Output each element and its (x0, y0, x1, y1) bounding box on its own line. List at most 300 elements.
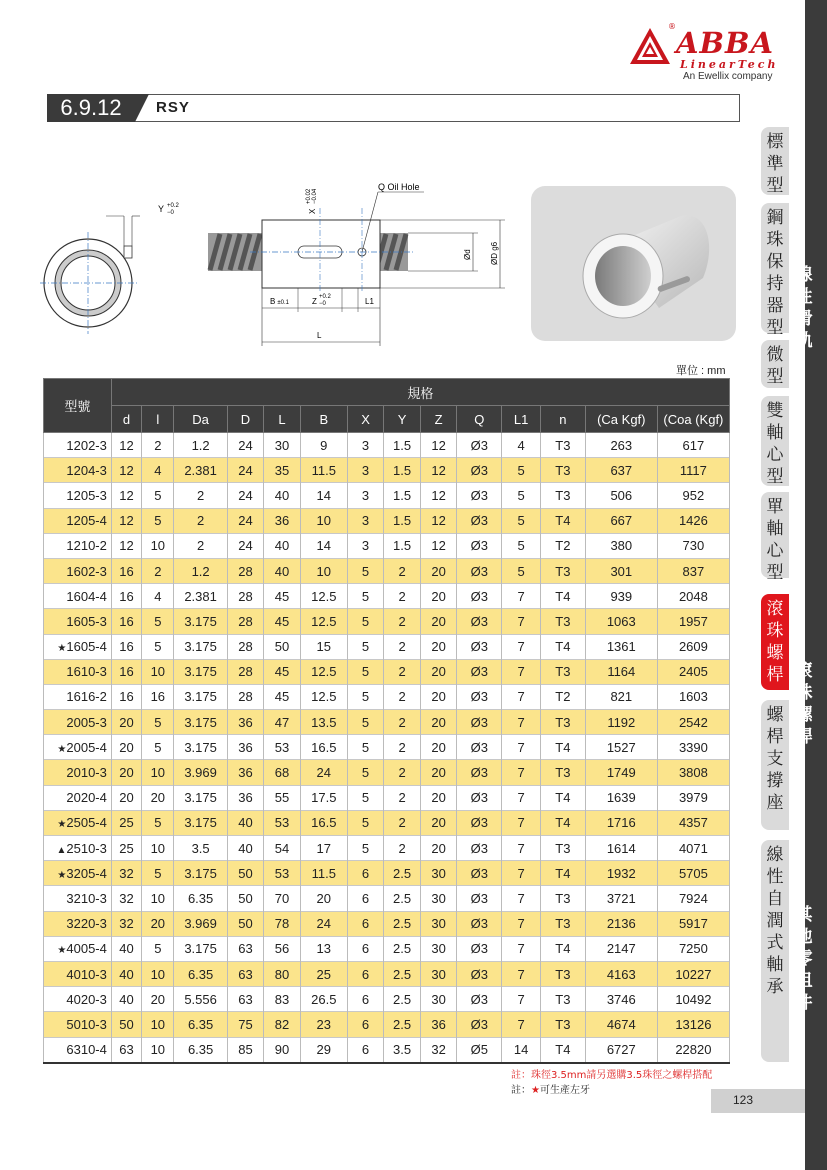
model-cell (44, 861, 112, 886)
spec-cell: 5 (142, 483, 174, 508)
spec-cell: 28 (227, 659, 264, 684)
spec-cell: 53 (264, 810, 301, 835)
table-row (44, 961, 730, 986)
spec-cell: 1.2 (174, 558, 227, 583)
spec-cell: 1.5 (384, 483, 421, 508)
spec-cell: 6 (347, 861, 384, 886)
table-row (44, 533, 730, 558)
sidebar-category-char: 他 (795, 927, 813, 947)
spec-cell: 20 (420, 735, 457, 760)
model-cell (44, 609, 112, 634)
model-number: 1610-3 (66, 664, 107, 680)
sidebar-tab-char: 型 (766, 176, 784, 196)
model-number: 1204-3 (66, 462, 107, 478)
spec-cell: 2 (384, 760, 421, 785)
sidebar-category-char: 性 (795, 287, 813, 307)
spec-cell: 3.175 (174, 735, 227, 760)
spec-cell: Ø3 (457, 684, 502, 709)
model-number: 5010-3 (66, 1016, 107, 1032)
spec-cell: 2 (384, 710, 421, 735)
spec-cell: 2 (142, 433, 174, 458)
spec-cell: 6.35 (174, 1037, 227, 1063)
sidebar-tab-char: 螺 (766, 705, 784, 725)
spec-cell: 63 (227, 987, 264, 1012)
spec-cell: 5 (347, 810, 384, 835)
spec-cell: 5 (347, 785, 384, 810)
spec-cell: 85 (227, 1037, 264, 1063)
spec-cell: 12 (111, 433, 141, 458)
model-cell (44, 533, 112, 558)
spec-cell: 36 (227, 735, 264, 760)
spec-cell: 2.5 (384, 861, 421, 886)
spec-cell: Ø3 (457, 936, 502, 961)
spec-cell: 3 (347, 533, 384, 558)
spec-cell: 2 (174, 483, 227, 508)
spec-cell: 2 (384, 684, 421, 709)
model-cell (44, 558, 112, 583)
spec-cell: 50 (227, 886, 264, 911)
spec-cell: 3721 (585, 886, 657, 911)
spec-cell: 2 (142, 558, 174, 583)
spec-cell: 10 (142, 760, 174, 785)
page-number: 123 (733, 1093, 754, 1107)
model-number: 4005-4 (66, 941, 107, 957)
spec-cell: Ø3 (457, 483, 502, 508)
table-row (44, 836, 730, 861)
spec-cell: 952 (657, 483, 729, 508)
spec-cell: 5 (347, 659, 384, 684)
spec-cell: 5 (142, 735, 174, 760)
spec-cell: 20 (142, 911, 174, 936)
column-header: (Coa (Kgf) (657, 406, 729, 433)
spec-cell: 3 (347, 483, 384, 508)
column-header: d (111, 406, 141, 433)
spec-cell: 5 (142, 508, 174, 533)
spec-cell: T3 (540, 961, 585, 986)
spec-cell: 2147 (585, 936, 657, 961)
spec-cell: 2.381 (174, 458, 227, 483)
spec-cell: 28 (227, 634, 264, 659)
spec-cell: 10 (142, 659, 174, 684)
spec-cell: 3.175 (174, 609, 227, 634)
model-mark: ★ (57, 945, 67, 957)
spec-cell: 5 (347, 609, 384, 634)
spec-cell: 24 (227, 533, 264, 558)
technical-drawing (40, 180, 520, 355)
spec-cell: 5 (502, 508, 541, 533)
model-cell (44, 508, 112, 533)
spec-cell: Ø3 (457, 659, 502, 684)
spec-cell: 25 (111, 810, 141, 835)
spec-cell: T3 (540, 609, 585, 634)
spec-cell: 821 (585, 684, 657, 709)
spec-cell: 837 (657, 558, 729, 583)
spec-cell: 10492 (657, 987, 729, 1012)
spec-cell: 45 (264, 659, 301, 684)
spec-cell: 506 (585, 483, 657, 508)
spec-cell: 56 (264, 936, 301, 961)
spec-cell: 24 (227, 458, 264, 483)
spec-cell: 82 (264, 1012, 301, 1037)
spec-cell: 5.556 (174, 987, 227, 1012)
table-row (44, 483, 730, 508)
spec-cell: 90 (264, 1037, 301, 1063)
sidebar-tab-char: 珠 (766, 230, 784, 250)
sidebar-tab[interactable] (761, 396, 789, 486)
model-number: 4010-3 (66, 966, 107, 982)
spec-cell: Ø3 (457, 508, 502, 533)
sidebar-category[interactable] (789, 660, 819, 747)
sidebar-tab[interactable] (761, 700, 789, 830)
spec-cell: T4 (540, 634, 585, 659)
spec-cell: 6 (347, 961, 384, 986)
column-header: L (264, 406, 301, 433)
spec-cell: 2 (174, 533, 227, 558)
sidebar-tab-char: 自 (766, 889, 784, 909)
spec-cell: Ø3 (457, 433, 502, 458)
spec-cell: 2 (384, 659, 421, 684)
spec-cell: 5 (142, 936, 174, 961)
spec-cell: 25 (111, 836, 141, 861)
spec-cell: 53 (264, 861, 301, 886)
model-cell (44, 584, 112, 609)
spec-cell: 10227 (657, 961, 729, 986)
spec-cell: 36 (227, 710, 264, 735)
spec-cell: 12.5 (300, 609, 347, 634)
spec-cell: 20 (420, 810, 457, 835)
spec-cell: 12 (111, 533, 141, 558)
model-cell (44, 1037, 112, 1063)
ball-nut-image (531, 186, 736, 341)
spec-cell: 36 (420, 1012, 457, 1037)
model-cell (44, 710, 112, 735)
spec-cell: T2 (540, 533, 585, 558)
model-cell (44, 810, 112, 835)
spec-cell: 1.5 (384, 458, 421, 483)
spec-cell: 36 (264, 508, 301, 533)
spec-cell: 5 (142, 861, 174, 886)
spec-cell: 5 (142, 810, 174, 835)
spec-cell: 28 (227, 584, 264, 609)
spec-cell: Ø3 (457, 533, 502, 558)
spec-cell: 1527 (585, 735, 657, 760)
sidebar-tab-char: 單 (766, 497, 784, 517)
spec-cell: 13.5 (300, 710, 347, 735)
spec-cell: 1.2 (174, 433, 227, 458)
sidebar-tab-char: 軸 (766, 423, 784, 443)
spec-cell: 7 (502, 760, 541, 785)
spec-cell: 5 (142, 634, 174, 659)
table-row (44, 609, 730, 634)
model-number: 1202-3 (66, 437, 107, 453)
table-row (44, 760, 730, 785)
sidebar-category-char: 軌 (795, 331, 813, 351)
spec-cell: 50 (227, 911, 264, 936)
spec-cell: 1.5 (384, 533, 421, 558)
sidebar-tab-char: 座 (766, 793, 784, 813)
table-row (44, 458, 730, 483)
sidebar-tab-char: 線 (766, 845, 784, 865)
spec-cell: 40 (111, 936, 141, 961)
sidebar-category-char: 滑 (795, 309, 813, 329)
column-header: X (347, 406, 384, 433)
spec-cell: Ø3 (457, 911, 502, 936)
spec-cell: 637 (585, 458, 657, 483)
registered-mark: ® (668, 22, 676, 31)
model-number: 6310-4 (66, 1042, 107, 1058)
sidebar-tab-char: 支 (766, 749, 784, 769)
model-cell (44, 987, 112, 1012)
spec-cell: 20 (420, 558, 457, 583)
spec-cell: 55 (264, 785, 301, 810)
spec-cell: 30 (420, 861, 457, 886)
spec-cell: 36 (227, 760, 264, 785)
note-left-thread: 註：★可生產左牙 (511, 1085, 590, 1096)
spec-cell: 12 (420, 433, 457, 458)
spec-cell: 40 (264, 558, 301, 583)
spec-cell: 10 (300, 558, 347, 583)
spec-cell: 1426 (657, 508, 729, 533)
model-cell (44, 886, 112, 911)
x-tol-down: −0.04 (312, 188, 318, 204)
spec-cell: 47 (264, 710, 301, 735)
column-header: Da (174, 406, 227, 433)
spec-cell: 6.35 (174, 886, 227, 911)
spec-cell: 22820 (657, 1037, 729, 1063)
spec-cell: 63 (227, 936, 264, 961)
spec-cell: Ø3 (457, 735, 502, 760)
spec-cell: 7 (502, 684, 541, 709)
spec-cell: 40 (111, 987, 141, 1012)
spec-cell: 6 (347, 936, 384, 961)
sidebar-tab-char: 軸 (766, 519, 784, 539)
model-header: 型號 (44, 379, 112, 433)
spec-cell: 1932 (585, 861, 657, 886)
sidebar-category-char: 組 (795, 971, 813, 991)
model-number: 1205-4 (66, 513, 107, 529)
spec-cell: 12 (420, 508, 457, 533)
spec-cell: 12.5 (300, 659, 347, 684)
spec-cell: 7 (502, 584, 541, 609)
spec-cell: 16 (142, 684, 174, 709)
spec-cell: 4357 (657, 810, 729, 835)
spec-cell: 7 (502, 961, 541, 986)
spec-cell: 12.5 (300, 584, 347, 609)
sidebar-category-char: 滾 (795, 661, 813, 681)
spec-cell: 20 (111, 735, 141, 760)
spec-cell: 2 (384, 609, 421, 634)
sidebar-category[interactable] (789, 264, 819, 351)
spec-cell: 2.5 (384, 987, 421, 1012)
sidebar-tab[interactable] (761, 340, 789, 388)
model-cell (44, 659, 112, 684)
sidebar-tab[interactable] (761, 840, 789, 1062)
spec-cell: 3.969 (174, 760, 227, 785)
table-row (44, 911, 730, 936)
spec-cell: 10 (142, 886, 174, 911)
sidebar-tab-char: 心 (766, 445, 784, 465)
spec-cell: Ø3 (457, 584, 502, 609)
spec-cell: 2 (384, 836, 421, 861)
spec-cell: 40 (264, 483, 301, 508)
spec-cell: 7 (502, 735, 541, 760)
sidebar-tab-char: 螺 (766, 643, 784, 663)
spec-cell: 5 (502, 558, 541, 583)
spec-cell: 24 (227, 483, 264, 508)
table-row (44, 735, 730, 760)
table-row (44, 634, 730, 659)
spec-cell: 1192 (585, 710, 657, 735)
spec-cell: 16 (111, 609, 141, 634)
model-mark: ★ (57, 743, 67, 755)
sidebar-category-char: 零 (795, 949, 813, 969)
sidebar-tab[interactable] (761, 594, 789, 690)
sidebar-category-char: 線 (795, 265, 813, 285)
spec-cell: 40 (111, 961, 141, 986)
sidebar-tab-char: 持 (766, 274, 784, 294)
spec-cell: 4 (142, 584, 174, 609)
spec-group-header: 規格 (111, 379, 729, 406)
sidebar-tab-char: 桿 (766, 727, 784, 747)
spec-cell: 25 (300, 961, 347, 986)
model-number: 1210-2 (66, 538, 107, 554)
spec-cell: 1.5 (384, 508, 421, 533)
spec-cell: 7 (502, 785, 541, 810)
spec-cell: 6 (347, 886, 384, 911)
spec-cell: 5 (347, 710, 384, 735)
spec-cell: 667 (585, 508, 657, 533)
spec-cell: 10 (300, 508, 347, 533)
sidebar-tab[interactable] (761, 492, 789, 583)
sidebar-tab[interactable] (761, 203, 789, 338)
spec-cell: 3.175 (174, 684, 227, 709)
spec-cell: T4 (540, 810, 585, 835)
spec-cell: 20 (420, 659, 457, 684)
spec-cell: 7 (502, 886, 541, 911)
spec-cell: 20 (420, 760, 457, 785)
spec-cell: 3746 (585, 987, 657, 1012)
spec-cell: 3.175 (174, 659, 227, 684)
spec-cell: T3 (540, 433, 585, 458)
sidebar-tab-char: 準 (766, 154, 784, 174)
spec-cell: 13 (300, 936, 347, 961)
spec-cell: 35 (264, 458, 301, 483)
spec-cell: 17.5 (300, 785, 347, 810)
spec-cell: 5 (347, 558, 384, 583)
sidebar-tab-char: 型 (766, 563, 784, 583)
b-label: B ±0.1 (270, 297, 289, 306)
spec-cell: T3 (540, 558, 585, 583)
sidebar-category-char: 珠 (795, 683, 813, 703)
spec-cell: 1614 (585, 836, 657, 861)
spec-cell: 32 (111, 861, 141, 886)
spec-cell: Ø3 (457, 785, 502, 810)
y-tol-down: −0 (167, 210, 174, 216)
spec-cell: Ø3 (457, 961, 502, 986)
spec-cell: 80 (264, 961, 301, 986)
sidebar-category-char: 其 (795, 905, 813, 925)
spec-cell: 20 (142, 987, 174, 1012)
sidebar-tab-char: 性 (766, 867, 784, 887)
model-mark: ★ (57, 869, 67, 881)
sidebar-tab-char: 心 (766, 541, 784, 561)
sidebar-tab-char: 桿 (766, 665, 784, 685)
spec-cell: T3 (540, 836, 585, 861)
spec-cell: 24 (300, 760, 347, 785)
spec-cell: 13126 (657, 1012, 729, 1037)
spec-cell: 7 (502, 659, 541, 684)
spec-cell: 20 (420, 609, 457, 634)
spec-cell: 7 (502, 810, 541, 835)
dd-label: ØD g6 (490, 241, 499, 265)
spec-cell: 3390 (657, 735, 729, 760)
spec-cell: 17 (300, 836, 347, 861)
y-label: Y (158, 204, 165, 214)
spec-cell: T3 (540, 458, 585, 483)
spec-cell: 20 (142, 785, 174, 810)
model-number: 1205-3 (66, 487, 107, 503)
spec-cell: 20 (420, 634, 457, 659)
spec-cell: 4163 (585, 961, 657, 986)
sidebar-tab-char: 標 (766, 132, 784, 152)
sidebar-tab[interactable] (761, 127, 789, 195)
table-row (44, 558, 730, 583)
spec-cell: 3.5 (384, 1037, 421, 1063)
column-header: L1 (502, 406, 541, 433)
spec-cell: 40 (227, 836, 264, 861)
spec-cell: 36 (227, 785, 264, 810)
y-tol-up: +0.2 (167, 203, 179, 209)
spec-cell: 29 (300, 1037, 347, 1063)
column-header: Q (457, 406, 502, 433)
sidebar-tab-char: 型 (766, 318, 784, 338)
spec-table (43, 378, 730, 1064)
spec-cell: 7 (502, 861, 541, 886)
model-cell (44, 760, 112, 785)
spec-cell: 2405 (657, 659, 729, 684)
spec-cell: T3 (540, 483, 585, 508)
spec-cell: 1603 (657, 684, 729, 709)
spec-cell: 2.5 (384, 886, 421, 911)
spec-cell: 10 (142, 836, 174, 861)
spec-cell: T4 (540, 785, 585, 810)
sidebar-tab-char: 微 (766, 345, 784, 365)
unit-label: 單位 : mm (676, 365, 726, 377)
spec-cell: 28 (227, 558, 264, 583)
spec-cell: 3.175 (174, 634, 227, 659)
spec-cell: 1.5 (384, 433, 421, 458)
model-number: 3205-4 (66, 865, 107, 881)
spec-cell: 16 (111, 584, 141, 609)
spec-cell: T3 (540, 659, 585, 684)
spec-cell: 20 (420, 836, 457, 861)
model-number: 2505-4 (66, 815, 107, 831)
spec-cell: 12 (111, 483, 141, 508)
model-number: 1616-2 (66, 689, 107, 705)
spec-cell: 1639 (585, 785, 657, 810)
x-tol-up: +0.02 (306, 188, 312, 204)
model-number: 4020-3 (66, 991, 107, 1007)
sidebar-category[interactable] (789, 904, 819, 1044)
spec-cell: 11.5 (300, 861, 347, 886)
spec-cell: 10 (142, 1037, 174, 1063)
spec-cell: 1716 (585, 810, 657, 835)
spec-cell: 7 (502, 1012, 541, 1037)
q-oil-hole-label: Q Oil Hole (378, 182, 420, 192)
spec-cell: 32 (111, 911, 141, 936)
model-number: 3220-3 (66, 916, 107, 932)
sidebar-tab-char: 潤 (766, 911, 784, 931)
